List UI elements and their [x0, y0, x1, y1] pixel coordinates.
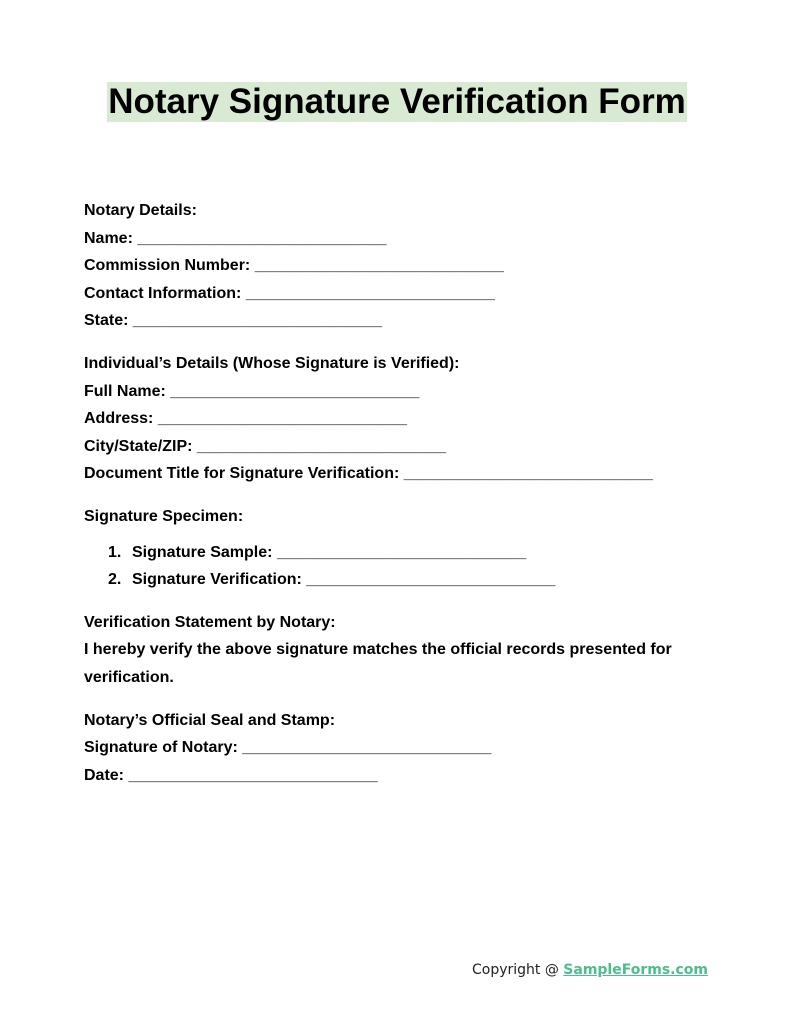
field-label: Address:: [84, 410, 154, 428]
form-body: [84, 197, 704, 804]
field-label: State:: [84, 312, 129, 330]
signature-specimen-list: [84, 539, 704, 594]
page-title: Notary Signature Verification Form: [108, 82, 686, 121]
copyright-text: Copyright @: [471, 962, 564, 978]
blank-line[interactable]: ____________________________: [245, 284, 495, 302]
blank-line[interactable]: ____________________________: [170, 382, 420, 400]
blank-line[interactable]: ____________________________: [276, 543, 527, 561]
verification-statement-heading: Verification Statement by Notary:: [84, 613, 336, 631]
notary-name-field[interactable]: [84, 225, 704, 253]
city-state-zip-field[interactable]: [84, 433, 704, 461]
individual-details-section: [84, 350, 704, 488]
blank-line[interactable]: ____________________________: [132, 312, 383, 330]
field-label: Signature Sample:: [132, 543, 273, 561]
blank-line[interactable]: ____________________________: [137, 229, 387, 247]
notary-signature-field[interactable]: [84, 734, 704, 762]
field-label: Signature of Notary:: [84, 739, 238, 757]
copyright-footer: [472, 962, 708, 978]
title-wrapper: [0, 82, 794, 122]
field-label: Document Title for Signature Verification:: [84, 465, 400, 483]
blank-line[interactable]: ____________________________: [242, 739, 492, 757]
notary-details-heading: Notary Details:: [84, 202, 197, 219]
blank-line[interactable]: ____________________________: [128, 766, 378, 784]
field-label: Name:: [84, 229, 133, 247]
signature-sample-field[interactable]: [84, 539, 704, 567]
notary-details-section: [84, 197, 704, 335]
list-number: 1.: [108, 543, 122, 561]
blank-line[interactable]: ____________________________: [306, 571, 556, 589]
signature-specimen-section: [84, 503, 704, 531]
state-field[interactable]: [84, 307, 704, 335]
field-label: City/State/ZIP:: [84, 437, 193, 455]
verification-statement-text: I hereby verify the above signature matches the official records presented for verification.: [84, 641, 672, 686]
seal-heading: Notary’s Official Seal and Stamp:: [84, 711, 336, 729]
individual-details-heading: Individual’s Details (Whose Signature is Verified):: [84, 354, 460, 372]
document-title-field[interactable]: [84, 460, 704, 488]
field-label: Commission Number:: [84, 257, 251, 275]
date-field[interactable]: [84, 762, 704, 790]
commission-number-field[interactable]: [84, 252, 704, 280]
blank-line[interactable]: ____________________________: [157, 410, 407, 428]
signature-specimen-heading: Signature Specimen:: [84, 507, 244, 525]
field-label: Contact Information:: [84, 284, 242, 302]
blank-line[interactable]: ____________________________: [403, 465, 653, 483]
field-label: Date:: [84, 766, 125, 784]
blank-line[interactable]: ____________________________: [254, 257, 504, 275]
field-label: Signature Verification:: [132, 571, 302, 589]
address-field[interactable]: [84, 405, 704, 433]
full-name-field[interactable]: [84, 378, 704, 406]
field-label: Full Name:: [84, 382, 166, 400]
signature-verification-field[interactable]: [84, 566, 704, 594]
list-number: 2.: [108, 571, 122, 589]
verification-statement-section: [84, 609, 704, 692]
blank-line[interactable]: ____________________________: [196, 437, 447, 455]
seal-section: [84, 707, 704, 790]
contact-information-field[interactable]: [84, 280, 704, 308]
brand-link[interactable]: SampleForms.com: [563, 962, 708, 978]
